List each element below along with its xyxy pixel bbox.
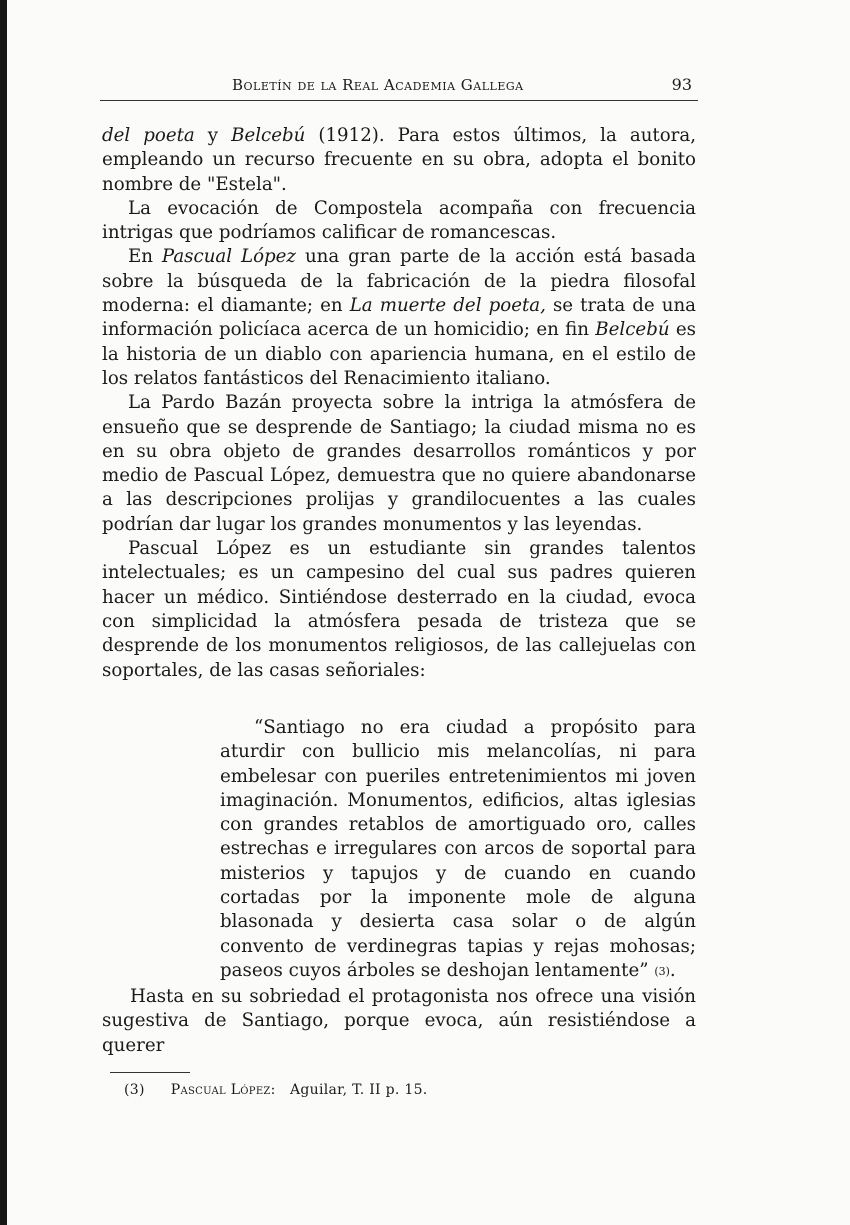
work-title: Pascual López <box>161 246 297 268</box>
footnote-author: Pascual López: <box>170 1082 276 1098</box>
quote-end: . <box>669 959 676 981</box>
work-title: Belcebú <box>595 319 670 341</box>
paragraph-text: se trata de una información policíaca acerca de un homicidio; en fin <box>102 295 697 341</box>
paragraph-text: (1912). Para estos últimos, la autora, empleando un recurso frecuente en su obra, adopta el bonito nombre de "Estela". <box>102 125 697 195</box>
footnote-marker: (3) <box>124 1082 145 1098</box>
body-text <box>102 124 696 683</box>
header-rule <box>100 100 698 101</box>
scan-binding-edge <box>0 0 7 1225</box>
quote-text <box>220 716 696 984</box>
page-header <box>100 72 698 102</box>
work-title: del poeta <box>102 125 195 146</box>
paragraph-5: Pascual López es un estudiante sin grandes talentos intelectuales; es un campesino del cual sus padres quieren hacer un médico. Sintiéndose desterrado en la ciudad, evoca con simplicidad la atmósfera pesada de tristeza que se desprende de los monumentos religiosos, de las callejuelas con soportales, de las casas señoriales: <box>102 538 696 681</box>
paragraph-text: y <box>194 125 232 146</box>
work-title: La muerte del poeta, <box>349 295 546 317</box>
closing-paragraph <box>102 985 696 1058</box>
paragraph-2: La evocación de Compostela acompaña con frecuencia intrigas que podríamos calificar de romancescas. <box>102 197 696 244</box>
paragraph-6: Hasta en su sobriedad el protagonista nos ofrece una visión sugestiva de Santiago, porque evoca, aún resistiéndose a querer <box>102 986 696 1056</box>
paragraph-1 <box>102 124 696 197</box>
paragraph-text: es la historia de un diablo con apariencia humana, en el estilo de los relatos fantásticos del Renacimiento italiano. <box>102 319 696 389</box>
footnote-reference: (3) <box>654 964 670 978</box>
paragraph-text: En <box>128 246 162 268</box>
page-number: 93 <box>671 75 692 94</box>
work-title: Belcebú <box>231 125 306 146</box>
running-title: Boletín de la Real Academia Gallega <box>232 76 524 94</box>
footnote-rule <box>110 1072 190 1073</box>
paragraph-3 <box>102 245 696 391</box>
paragraph-text: una gran parte de la acción está basada sobre la búsqueda de la fabricación de la piedra filosofal moderna: el diamante; en <box>102 246 697 317</box>
paragraph-4: La Pardo Bazán proyecta sobre la intriga la atmósfera de ensueño que se desprende de Santiago; la ciudad misma no es en su obra objeto de grandes desarrollos románticos y por medio de Pascual López, demuestra que no quiere abandonarse a las descripciones prolijas y grandilocuentes a las cuales podrían dar lugar los grandes monumentos y las leyendas. <box>102 392 696 535</box>
block-quote <box>220 716 696 984</box>
footnote <box>124 1082 428 1098</box>
quote-body: “Santiago no era ciudad a propósito para aturdir con bullicio mis melancolías, ni para embelesar con pueriles entretenimientos mi joven imaginación. Monumentos, edificios, altas iglesias con grandes retablos de amortiguado oro, calles estrechas e irregulares con arcos de soportal para misterios y tapujos y de cuando en cuando cortadas por la imponente mole de alguna blasonada y desierta casa solar o de algún convento de verdinegras tapias y rejas mohosas; paseos cuyos árboles se deshojan lentamente” <box>220 717 696 981</box>
footnote-citation: Aguilar, T. II p. 15. <box>289 1082 428 1098</box>
